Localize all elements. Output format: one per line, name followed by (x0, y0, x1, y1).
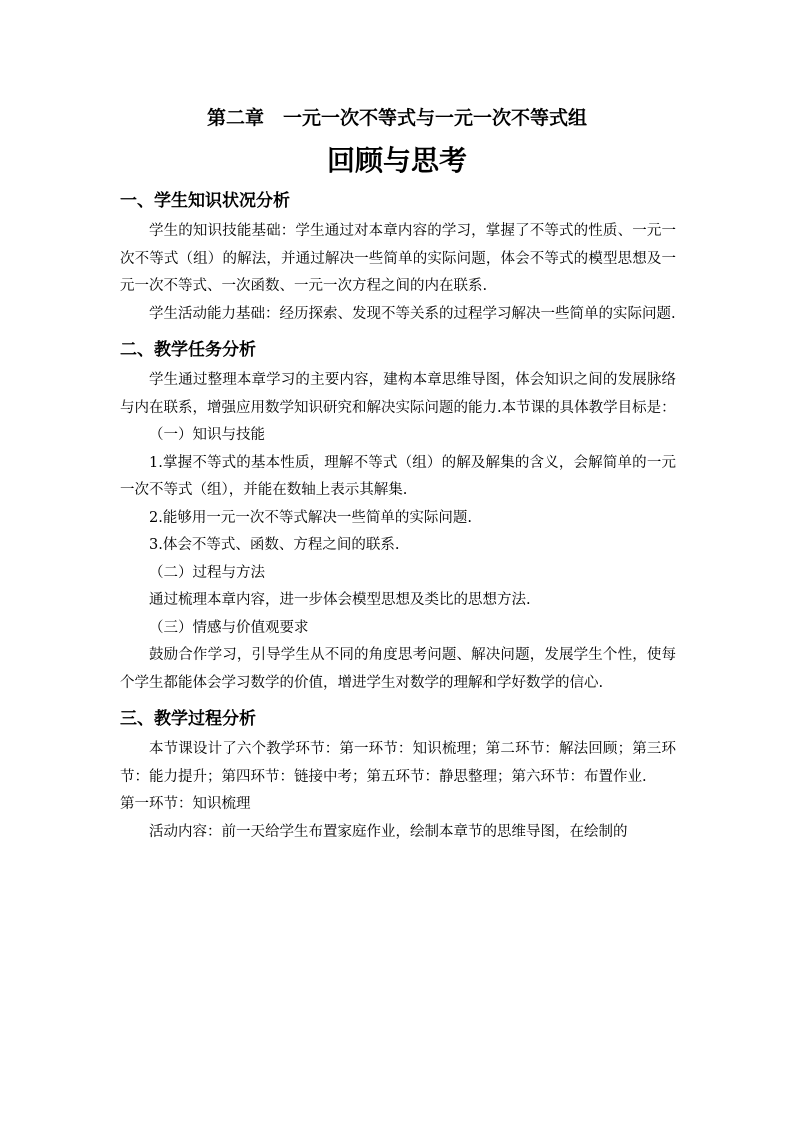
document-body (120, 188, 676, 846)
subheading-knowledge-skills: （一）知识与技能 (149, 427, 265, 443)
paragraph: 通过梳理本章内容，进一步体会模型思想及类比的思想方法. (149, 592, 531, 608)
paragraph: 学生的知识技能基础：学生通过对本章内容的学习，掌握了不等式的性质、一元一次不等式（组）的解法，并通过解决一些简单的实际问题，体会不等式的模型思想及一元一次不等式、一次函数、一元一次方程之间的内在联系. (120, 223, 676, 294)
list-item: 3.体会不等式、函数、方程之间的联系. (149, 537, 400, 553)
section-heading-task-analysis: 二、教学任务分析 (120, 340, 256, 360)
subheading-process-methods: （二）过程与方法 (149, 564, 265, 581)
paragraph: 鼓励合作学习，引导学生从不同的角度思考问题、解决问题，发展学生个性，使每个学生都能体会学习数学的价值，增进学生对数学的理解和学好数学的信心. (120, 647, 676, 691)
section-heading-process-analysis: 三、教学过程分析 (120, 709, 256, 729)
page-title: 回顾与思考 (326, 144, 467, 177)
paragraph: 本节课设计了六个教学环节：第一环节：知识梳理；第二环节：解法回顾；第三环节：能力提升；第四环节：链接中考；第五环节：静思整理；第六环节：布置作业. (120, 741, 676, 785)
paragraph: 活动内容：前一天给学生布置家庭作业，绘制本章节的思维导图，在绘制的 (149, 823, 628, 840)
subheading-emotion-values: （三）情感与价值观要求 (149, 619, 309, 636)
paragraph: 学生通过整理本章学习的主要内容，建构本章思维导图，体会知识之间的发展脉络与内在联系，增强应用数学知识研究和解决实际问题的能力.本节课的具体教学目标是： (120, 372, 676, 416)
list-item: 2.能够用一元一次不等式解决一些简单的实际问题. (149, 509, 472, 526)
step-heading-knowledge-review: 第一环节：知识梳理 (120, 796, 251, 812)
chapter-title: 第二章 一元一次不等式与一元一次不等式组 (206, 107, 587, 129)
list-item: 1.掌握不等式的基本性质，理解不等式（组）的解及解集的含义，会解简单的一元一次不等式（组），并能在数轴上表示其解集. (120, 454, 676, 498)
paragraph: 学生活动能力基础：经历探索、发现不等关系的过程学习解决一些简单的实际问题. (149, 305, 676, 322)
section-heading-student-analysis: 一、学生知识状况分析 (120, 191, 290, 211)
